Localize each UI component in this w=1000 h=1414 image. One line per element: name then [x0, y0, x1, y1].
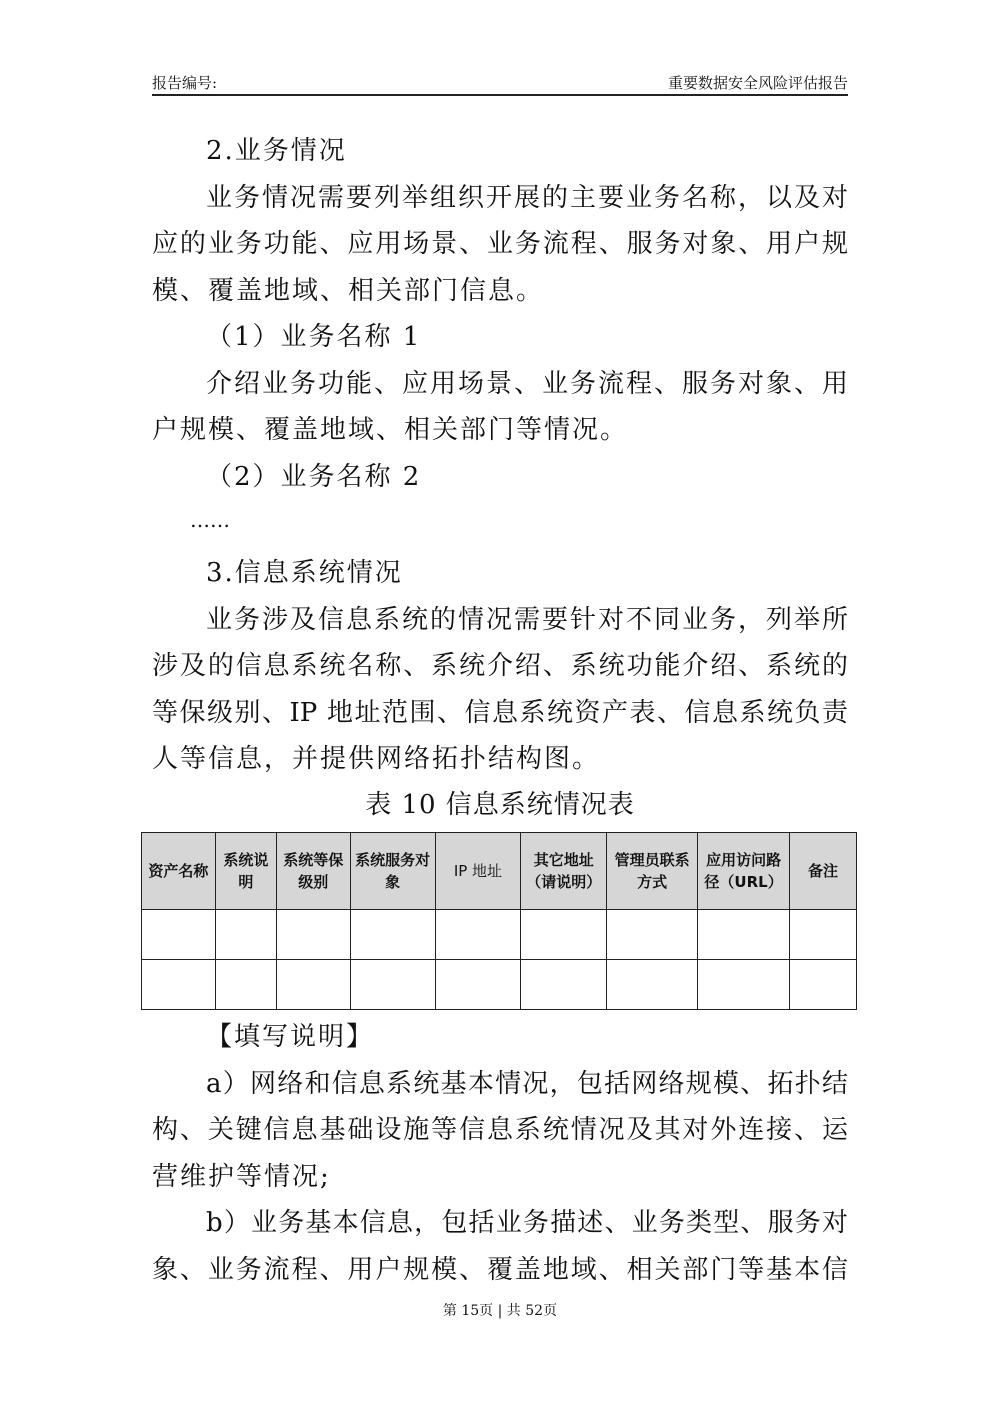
table-caption: 表 10 信息系统情况表 — [365, 789, 635, 820]
section-3-title: 3.信息系统情况 — [206, 558, 403, 588]
table-cell[interactable] — [350, 910, 435, 960]
header-service-target: 系统服务对象 — [350, 833, 435, 910]
table-cell[interactable] — [350, 960, 435, 1010]
table-cell[interactable] — [215, 960, 276, 1010]
report-number-label: 报告编号: — [152, 74, 218, 92]
note-b-line-1: b）业务基本信息，包括业务描述、业务类型、服务对 — [206, 1208, 848, 1238]
table-row — [142, 960, 857, 1010]
report-title: 重要数据安全风险评估报告 — [667, 74, 848, 92]
table-cell[interactable] — [276, 910, 350, 960]
fill-instructions — [152, 1014, 848, 1293]
table-cell[interactable] — [698, 910, 790, 960]
note-a-line-3: 营维护等情况; — [152, 1161, 331, 1192]
table-row — [142, 910, 857, 960]
table-cell[interactable] — [521, 960, 607, 1010]
section-3-para-line-2: 涉及的信息系统名称、系统介绍、系统功能介绍、系统的 — [152, 651, 848, 681]
section-3-para-line-4: 人等信息，并提供网络拓扑结构图。 — [152, 744, 601, 774]
table-cell[interactable] — [790, 960, 857, 1010]
table-cell[interactable] — [607, 960, 698, 1010]
page-header — [152, 70, 848, 96]
table-cell[interactable] — [698, 960, 790, 1010]
ellipsis: …… — [190, 508, 230, 532]
header-access-url: 应用访问路径（URL） — [698, 833, 790, 910]
section-3-para-line-1: 业务涉及信息系统的情况需要针对不同业务，列举所 — [206, 604, 848, 635]
page-footer: 第 15页 | 共 52页 — [442, 1303, 558, 1319]
section-2-para-line-2: 应的业务功能、应用场景、业务流程、服务对象、用户规 — [152, 229, 848, 259]
header-admin-contact: 管理员联系方式 — [607, 833, 698, 910]
table-cell[interactable] — [607, 910, 698, 960]
table-cell[interactable] — [435, 910, 521, 960]
table-cell[interactable] — [521, 910, 607, 960]
table-header-row — [142, 833, 857, 910]
table-cell[interactable] — [435, 960, 521, 1010]
section-2-title: 2.业务情况 — [206, 136, 347, 166]
document-body — [152, 128, 848, 825]
header-other-address: 其它地址（请说明） — [521, 833, 607, 910]
instructions-title: 【填写说明】 — [206, 1022, 375, 1052]
business-item-2-title: （2）业务名称 2 — [206, 461, 422, 492]
header-system-desc: 系统说明 — [215, 833, 276, 910]
business-item-1-title: （1）业务名称 1 — [206, 322, 422, 352]
section-2-para-line-3: 模、覆盖地域、相关部门信息。 — [152, 275, 545, 306]
business-item-1-line-1: 介绍业务功能、应用场景、业务流程、服务对象、用 — [206, 368, 848, 399]
note-a-line-1: a）网络和信息系统基本情况，包括网络规模、拓扑结 — [206, 1068, 848, 1099]
table-cell[interactable] — [276, 960, 350, 1010]
header-protection-level: 系统等保级别 — [276, 833, 350, 910]
section-2-para-line-1: 业务情况需要列举组织开展的主要业务名称，以及对 — [206, 182, 848, 213]
header-ip-address: IP 地址 — [435, 833, 521, 910]
table-cell[interactable] — [142, 910, 216, 960]
note-b-line-2: 象、业务流程、用户规模、覆盖地域、相关部门等基本信 — [152, 1254, 848, 1285]
header-asset-name: 资产名称 — [142, 833, 216, 910]
table-cell[interactable] — [790, 910, 857, 960]
business-item-1-line-2: 户规模、覆盖地域、相关部门等情况。 — [152, 415, 629, 445]
table-cell[interactable] — [215, 910, 276, 960]
header-remarks: 备注 — [790, 833, 857, 910]
note-a-line-2: 构、关键信息基础设施等信息系统情况及其对外连接、运 — [152, 1115, 848, 1145]
info-system-table — [141, 832, 857, 1010]
section-3-para-line-3: 等保级别、IP 地址范围、信息系统资产表、信息系统负责 — [152, 697, 848, 728]
table-cell[interactable] — [142, 960, 216, 1010]
